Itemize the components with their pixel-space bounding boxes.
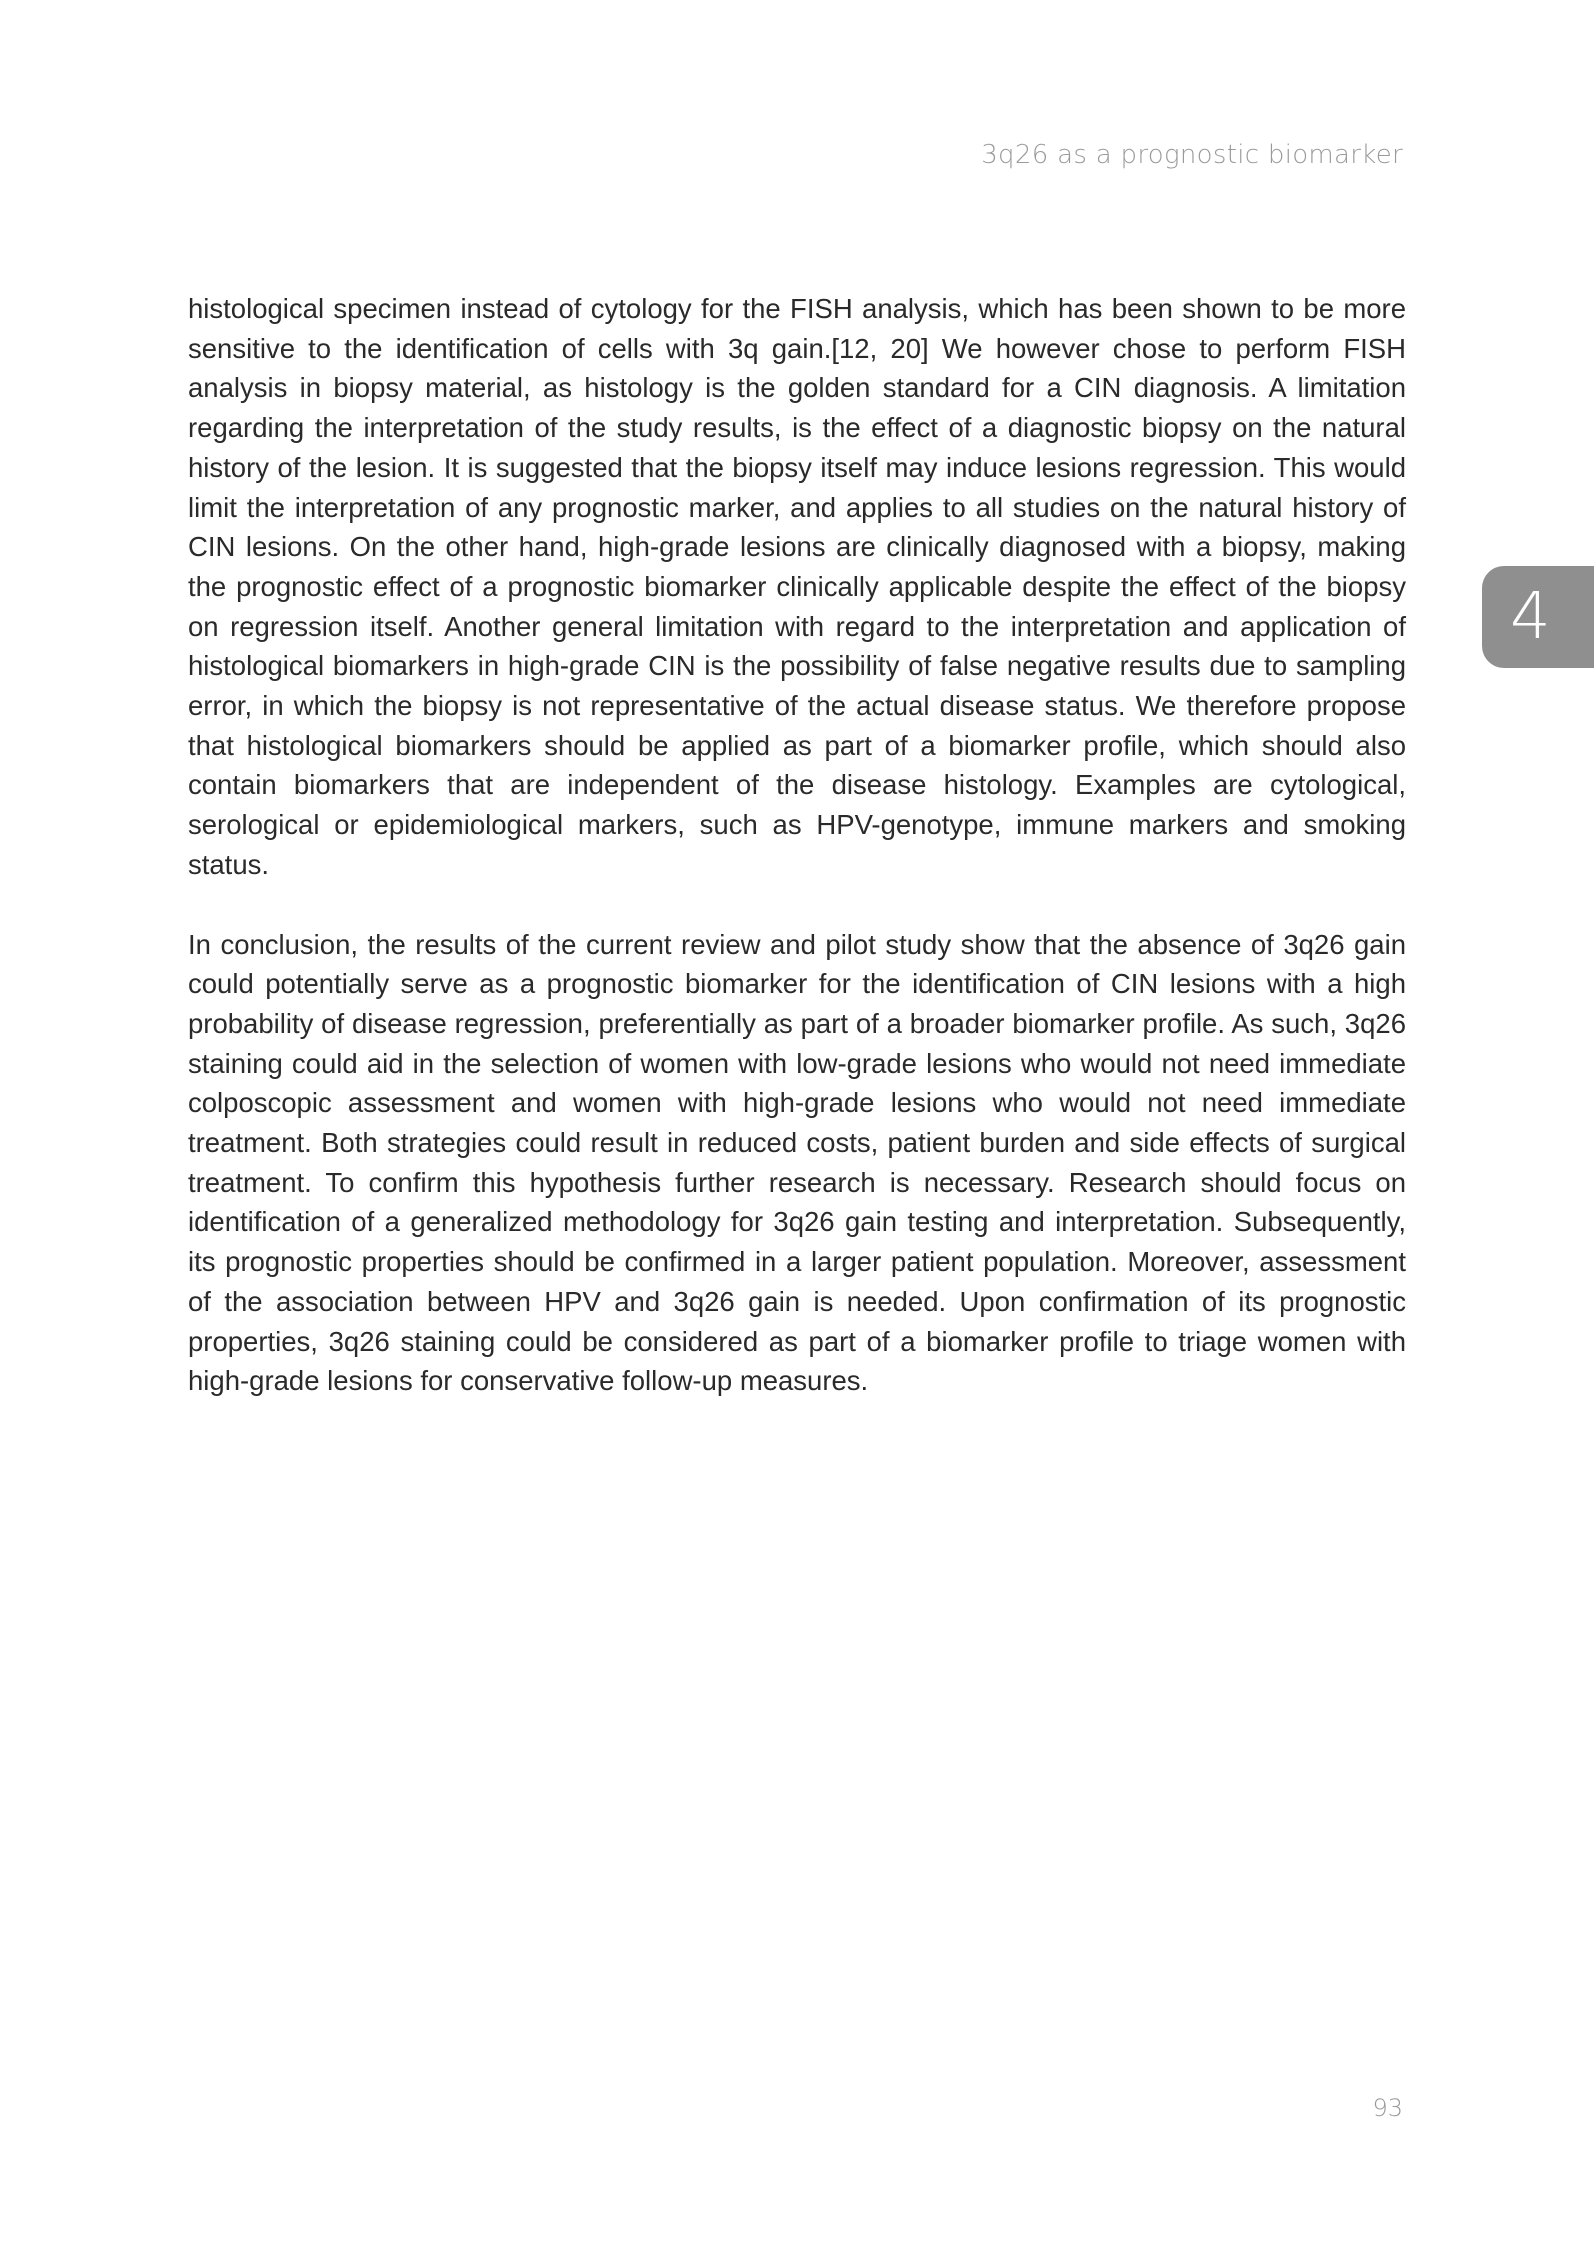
page-number: 93 [1372,2094,1403,2122]
paragraph-conclusion: In conclusion, the results of the current review and pilot study show that the absence of 3q26 gain could potentially serve as a prognostic biomarker for the identification of CIN lesions with a high probability of disease regression, preferentially as part of a broader biomarker profile. As such, 3q26 staining could aid in the selection of women with low-grade lesions who would not need immediate colposcopic assessment and women with high-grade lesions who would not need immediate treatment. Both strategies could result in reduced costs, patient burden and side effects of surgical treatment. To confirm this hypothesis further research is necessary. Research should focus on identification of a generalized methodology for 3q26 gain testing and interpretation. Subsequently, its prognostic properties should be confirmed in a larger patient population. Moreover, assessment of the association between HPV and 3q26 gain is needed. Upon confirmation of its prognostic properties, 3q26 staining could be considered as part of a biomarker profile to triage women with high-grade lesions for conservative follow-up measures. [188,928,1406,1397]
chapter-number: 4 [1510,580,1551,654]
running-header: 3q26 as a prognostic biomarker [981,140,1403,170]
paragraph-discussion-limitations: histological specimen instead of cytology for the FISH analysis, which has been shown to be more sensitive to the identification of cells with 3q gain.[12, 20] We however chose to perform FISH analysis in biopsy material, as histology is the golden standard for a CIN diagnosis. A limitation regarding the interpretation of the study results, is the effect of a diagnostic biopsy on the natural history of the lesion. It is suggested that the biopsy itself may induce lesions regression. This would limit the interpretation of any prognostic marker, and applies to all studies on the natural history of CIN lesions. On the other hand, high-grade lesions are clinically diagnosed with a biopsy, making the prognostic effect of a prognostic biomarker clinically applicable despite the effect of the biopsy on regression itself. Another general limitation with regard to the interpretation and application of histological biomarkers in high-grade CIN is the possibility of false negative results due to sampling error, in which the biopsy is not representative of the actual disease status. We therefore propose that histological biomarkers should be applied as part of a biomarker profile, which should also contain biomarkers that are independent of the disease histology. Examples are cytological, serological or epidemiological markers, such as HPV-genotype, immune markers and smoking status. [188,293,1406,880]
body-text [188,289,1406,1401]
chapter-tab [1482,566,1594,668]
